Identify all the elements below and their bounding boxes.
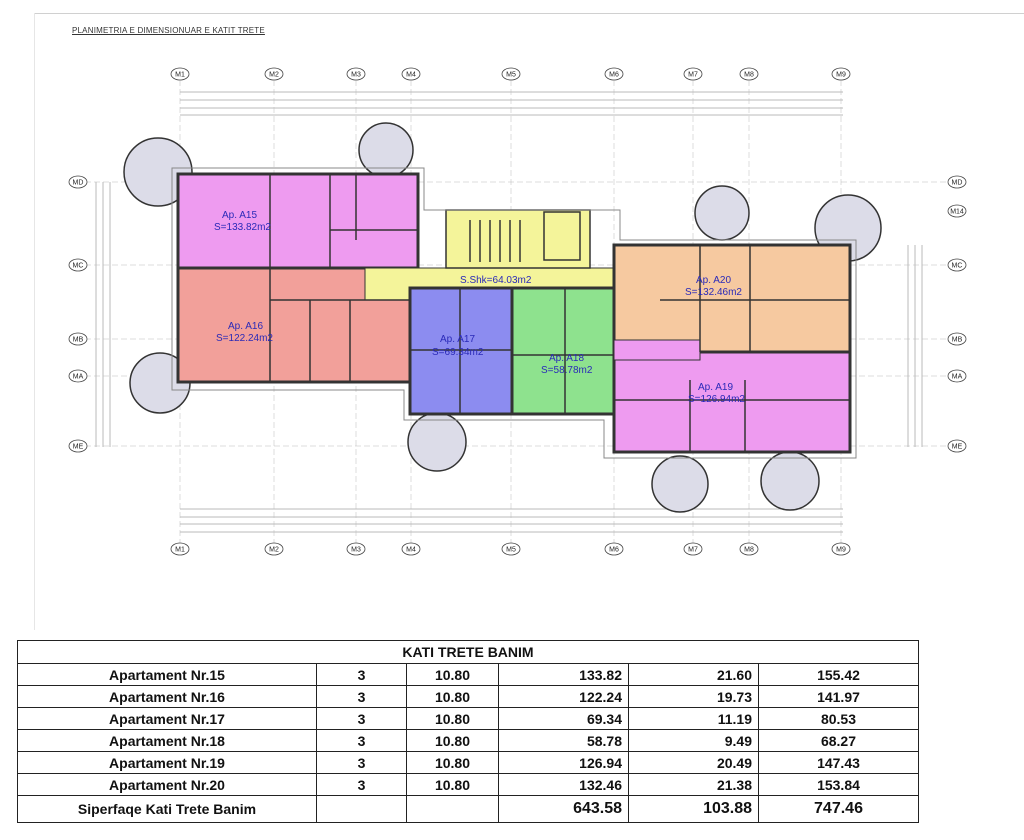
table-cell: 3 [317, 686, 407, 708]
axis-label: M5 [506, 71, 516, 79]
table-cell: 122.24 [499, 686, 629, 708]
table-cell: 10.80 [407, 752, 499, 774]
room-area-a16: S=122.24m2 [216, 333, 273, 344]
axis-label: M3 [351, 546, 361, 554]
axis-marker [347, 543, 365, 555]
table-cell: 58.78 [499, 730, 629, 752]
axis-label: M7 [688, 546, 698, 554]
room-name-a15: Ap. A15 [222, 210, 258, 221]
table-cell: 20.49 [629, 752, 759, 774]
axis-marker [948, 370, 966, 382]
axis-marker [171, 543, 189, 555]
axis-label: MB [951, 336, 963, 344]
axis-marker [605, 68, 623, 80]
sheet-title: PLANIMETRIA E DIMENSIONUAR E KATIT TRETE [72, 26, 265, 35]
axis-label: MD [72, 179, 84, 187]
axis-label: ME [951, 443, 963, 451]
axis-label: M3 [351, 71, 361, 79]
room-area-a19: S=126.94m2 [688, 394, 745, 405]
area-summary-table [17, 640, 919, 823]
table-cell: 10.80 [407, 730, 499, 752]
table-cell: 10.80 [407, 708, 499, 730]
axis-marker [948, 440, 966, 452]
apartment-a20 [614, 245, 850, 352]
room-area-a17: S=69.34m2 [432, 347, 484, 358]
axis-marker [502, 543, 520, 555]
axis-label: M6 [609, 71, 619, 79]
apartment-a15 [178, 174, 418, 268]
table-cell: Apartament Nr.16 [18, 686, 317, 708]
table-cell: Apartament Nr.15 [18, 664, 317, 686]
table-row [18, 730, 919, 752]
axis-marker [740, 543, 758, 555]
table-row [18, 774, 919, 796]
table-row [18, 664, 919, 686]
room-name-a20: Ap. A20 [696, 275, 732, 286]
table-cell: Apartament Nr.19 [18, 752, 317, 774]
axis-marker [605, 543, 623, 555]
table-cell: Apartament Nr.18 [18, 730, 317, 752]
room-name-a18: Ap. A18 [549, 353, 585, 364]
right-dimension-lines [908, 245, 922, 447]
table-cell: 147.43 [759, 752, 919, 774]
table-cell: 141.97 [759, 686, 919, 708]
axis-marker [832, 68, 850, 80]
table-row [18, 708, 919, 730]
table-cell: 80.53 [759, 708, 919, 730]
axis-label: M5 [506, 546, 516, 554]
table-cell: Apartament Nr.20 [18, 774, 317, 796]
axis-label: M9 [836, 546, 846, 554]
table-cell: 3 [317, 730, 407, 752]
axis-label: MC [72, 262, 84, 270]
axis-marker [402, 543, 420, 555]
axis-marker [948, 259, 966, 271]
table-cell: 19.73 [629, 686, 759, 708]
axis-marker [69, 333, 87, 345]
left-dimension-lines [96, 182, 110, 447]
table-cell: 11.19 [629, 708, 759, 730]
axis-label: M6 [609, 546, 619, 554]
axis-marker [684, 543, 702, 555]
axis-marker [684, 68, 702, 80]
axis-label: M2 [269, 71, 279, 79]
room-area-a18: S=58.78m2 [541, 365, 593, 376]
table-cell: 153.84 [759, 774, 919, 796]
axis-label: M2 [269, 546, 279, 554]
top-dimension-lines [180, 92, 843, 115]
axis-marker [347, 68, 365, 80]
axis-marker [948, 176, 966, 188]
table-row [18, 686, 919, 708]
table-cell: 21.60 [629, 664, 759, 686]
total-label: Siperfaqe Kati Trete Banim [18, 796, 317, 823]
room-name-a16: Ap. A16 [228, 321, 264, 332]
axis-marker [69, 259, 87, 271]
table-cell: 10.80 [407, 774, 499, 796]
table-cell: 3 [317, 708, 407, 730]
axis-label: MA [951, 373, 963, 381]
bottom-dimension-lines [180, 509, 843, 532]
axis-marker [265, 68, 283, 80]
axis-label: M8 [744, 71, 754, 79]
axis-marker [265, 543, 283, 555]
table-cell: 3 [317, 664, 407, 686]
room-area-a15: S=133.82m2 [214, 222, 271, 233]
total-net-area: 643.58 [499, 796, 629, 823]
axis-marker [69, 370, 87, 382]
axis-marker [402, 68, 420, 80]
axis-marker [171, 68, 189, 80]
axis-label: M8 [744, 546, 754, 554]
table-cell: 155.42 [759, 664, 919, 686]
axis-marker [69, 440, 87, 452]
table-title-row [18, 641, 919, 664]
table-cell: 10.80 [407, 664, 499, 686]
table-cell: 69.34 [499, 708, 629, 730]
axis-label: M4 [406, 546, 416, 554]
room-name-a17: Ap. A17 [440, 334, 476, 345]
total-common-area: 103.88 [629, 796, 759, 823]
axis-label: MA [72, 373, 84, 381]
table-cell: 126.94 [499, 752, 629, 774]
axis-marker [502, 68, 520, 80]
table-cell: 10.80 [407, 686, 499, 708]
axis-marker [740, 68, 758, 80]
total-gross-area: 747.46 [759, 796, 919, 823]
table-cell: 3 [317, 774, 407, 796]
table-row [18, 752, 919, 774]
table-total-row [18, 796, 919, 823]
table-cell: 68.27 [759, 730, 919, 752]
axis-label: M14 [950, 208, 964, 216]
apartment-a19-ext [614, 340, 700, 360]
table-cell: 21.38 [629, 774, 759, 796]
table-cell: 133.82 [499, 664, 629, 686]
corridor-label: S.Shk=64.03m2 [460, 275, 532, 286]
table-cell: 3 [317, 752, 407, 774]
axis-marker [832, 543, 850, 555]
apartment-a18 [512, 288, 614, 414]
room-name-a19: Ap. A19 [698, 382, 734, 393]
axis-label: MC [951, 262, 963, 270]
table-cell: Apartament Nr.17 [18, 708, 317, 730]
axis-label: M7 [688, 71, 698, 79]
axis-label: MD [951, 179, 963, 187]
total-cell-empty [407, 796, 499, 823]
axis-label: M4 [406, 71, 416, 79]
table-title: KATI TRETE BANIM [18, 641, 919, 664]
axis-label: MB [72, 336, 84, 344]
axis-label: M1 [175, 71, 185, 79]
table-cell: 9.49 [629, 730, 759, 752]
axis-label: M1 [175, 546, 185, 554]
axis-label: ME [72, 443, 84, 451]
axis-label: M9 [836, 71, 846, 79]
total-cell-empty [317, 796, 407, 823]
table-cell: 132.46 [499, 774, 629, 796]
axis-marker [69, 176, 87, 188]
room-area-a20: S=132.46m2 [685, 287, 742, 298]
axis-marker [948, 205, 966, 217]
axis-marker [948, 333, 966, 345]
